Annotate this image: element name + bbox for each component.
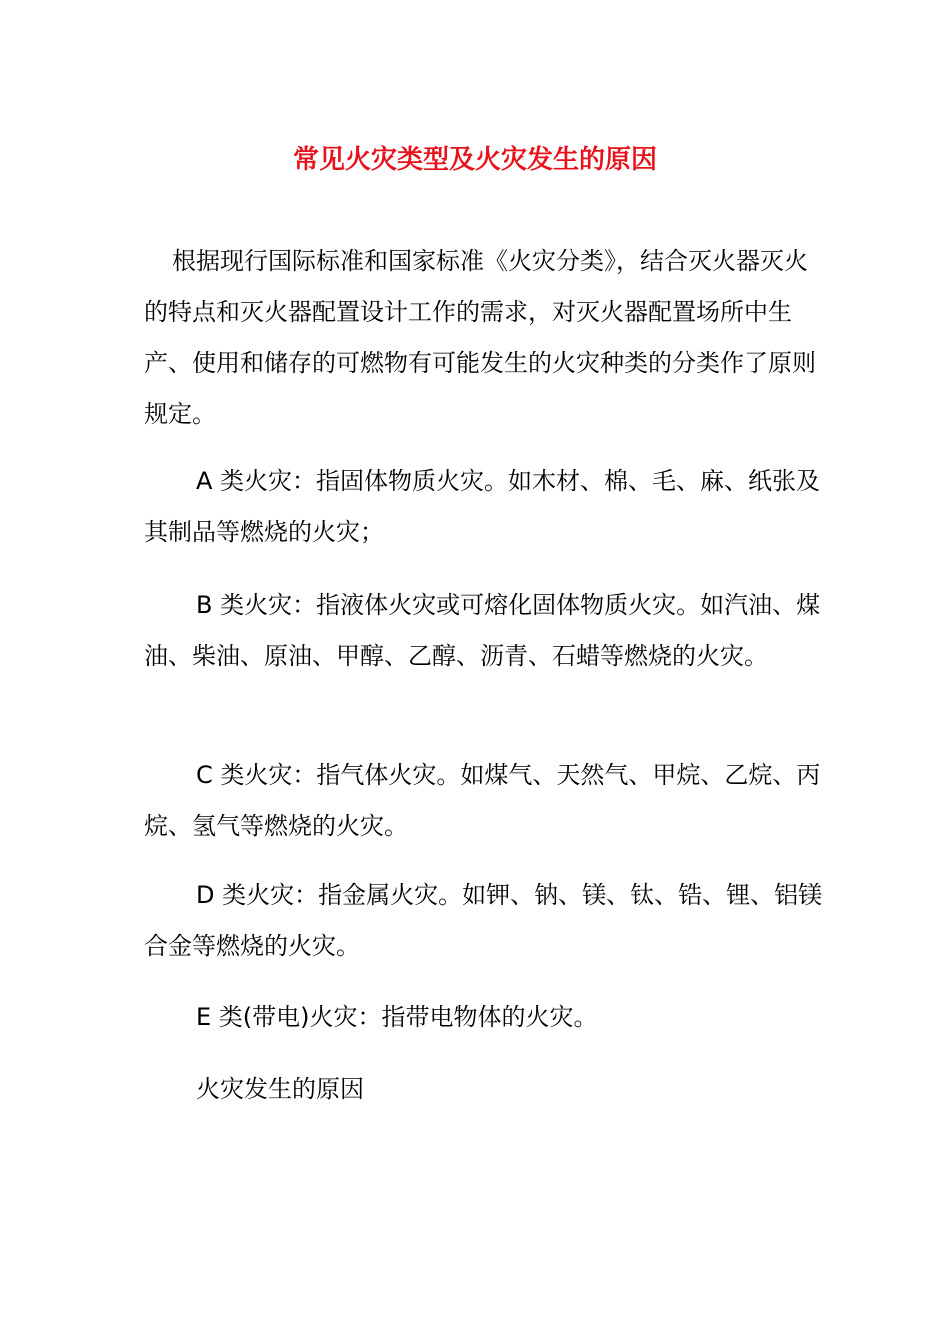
fire-class-a-text: A 类火灾：指固体物质火灾。如木材、棉、毛、麻、纸张及其制品等燃烧的火灾； — [144, 467, 821, 546]
intro-text: 根据现行国际标准和国家标准《火灾分类》，结合灭火器灭火的特点和灭火器配置设计工作的需求，对灭火器配置场所中生产、使用和储存的可燃物有可能发生的火灾种类的分类作了原则规定。 — [144, 247, 816, 428]
fire-class-d-text: D 类火灾：指金属火灾。如钾、钠、镁、钛、锆、锂、铝镁合金等燃烧的火灾。 — [144, 881, 823, 960]
fire-class-d-paragraph — [144, 870, 824, 972]
section-heading: 火灾发生的原因 — [196, 1075, 364, 1103]
fire-class-b-text: B 类火灾：指液体火灾或可熔化固体物质火灾。如汽油、煤油、柴油、原油、甲醇、乙醇、沥青、石蜡等燃烧的火灾。 — [144, 591, 821, 670]
causes-heading-block — [144, 1064, 824, 1115]
fire-class-c-text: C 类火灾：指气体火灾。如煤气、天然气、甲烷、乙烷、丙烷、氢气等燃烧的火灾。 — [144, 761, 821, 840]
intro-paragraph — [144, 236, 824, 440]
fire-class-a-paragraph — [144, 456, 824, 558]
fire-class-b-paragraph — [144, 580, 824, 682]
fire-class-e-paragraph — [144, 992, 824, 1043]
fire-class-e-text: E 类(带电)火灾：指带电物体的火灾。 — [196, 1003, 598, 1031]
page-title: 常见火灾类型及火灾发生的原因 — [292, 145, 657, 175]
fire-class-c-paragraph — [144, 750, 824, 852]
